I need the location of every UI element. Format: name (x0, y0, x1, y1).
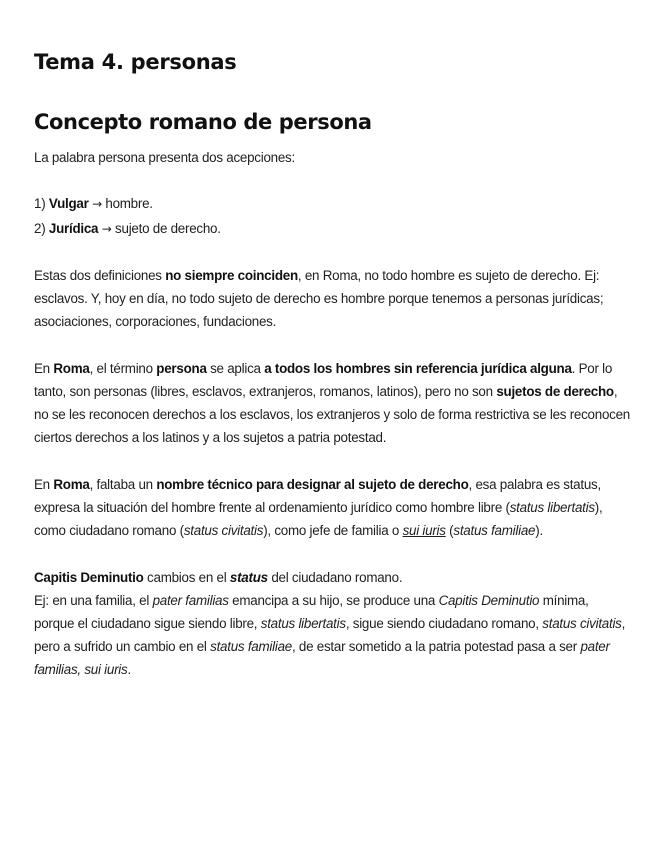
bold-text: sujetos de derecho (496, 383, 614, 399)
acepcion-number: 1) (34, 196, 46, 212)
document-body (34, 146, 630, 705)
text-run: , sigue siendo ciudadano romano, (345, 615, 543, 631)
text-run: , no se les reconocen derechos a los esclavos, los extranjeros y solo de forma restrictiva se les reconocen ciertos derechos a los latinos y a los sujetos a patria potestad. (34, 383, 630, 446)
paragraph-capitis-deminutio (34, 566, 630, 589)
text-run: se aplica (206, 360, 265, 376)
acepcion-item-1 (34, 192, 630, 216)
text-run: , en Roma, no todo hombre es sujeto de derecho. Ej: esclavos. Y, hoy en día, no todo sujeto de derecho es hombre porque tenemos a personas jurídicas; asociaciones, corporaciones, fundaciones. (34, 267, 604, 330)
text-run: ). (535, 523, 543, 539)
text-run: ), como jefe de familia o (263, 523, 403, 539)
paragraph-status (34, 473, 630, 543)
text-run: . Por lo tanto, son personas (libres, esclavos, extranjeros, romanos, latinos), pero no son (34, 360, 613, 399)
text-run: , esa palabra es status, expresa la situación del hombre frente al ordenamiento jurídico como hombre libre ( (34, 476, 601, 515)
paragraph-roma-persona (34, 357, 630, 450)
text-run: ( (445, 523, 454, 539)
arrow-right-icon: → (101, 221, 112, 236)
document-title: Tema 4. personas (34, 50, 237, 74)
acepcion-definition: hombre. (105, 196, 153, 212)
italic-text: status libertatis (509, 499, 595, 515)
italic-text: status civitatis (183, 523, 264, 539)
bold-text: persona (156, 360, 207, 376)
paragraph-ejemplo (34, 589, 630, 682)
italic-text: status familiae (453, 523, 536, 539)
text-run: cambios en el (143, 569, 230, 585)
acepcion-definition: sujeto de derecho. (115, 220, 221, 236)
text-run: En (34, 476, 54, 492)
italic-text: pater familias, sui iuris (34, 639, 610, 678)
acepcion-term: Vulgar (48, 196, 89, 212)
acepcion-item-2 (34, 217, 630, 241)
bold-text: nombre técnico para designar al sujeto de derecho (156, 476, 469, 492)
italic-text: status civitatis (542, 615, 622, 631)
bold-text: Capitis Deminutio (34, 569, 144, 585)
text-run: , el término (89, 360, 157, 376)
italic-text: status libertatis (260, 615, 346, 631)
intro-paragraph: La palabra persona presenta dos acepciones: (34, 150, 295, 165)
bold-italic-text: status (229, 569, 268, 585)
text-run: , faltaba un (89, 476, 157, 492)
acepcion-number: 2) (34, 220, 46, 236)
text-run: , pero a sufrido un cambio en el (34, 615, 626, 655)
acepcion-term: Jurídica (48, 220, 99, 236)
text-run: del ciudadano romano. (267, 569, 403, 585)
text-run: ), como ciudadano romano ( (34, 499, 603, 539)
bold-text: Roma (53, 360, 90, 376)
underlined-italic-text: sui iuris (402, 523, 446, 539)
text-run: , de estar sometido a la patria potestad pasa a ser (291, 639, 581, 655)
text-run: Ej: en una familia, el (34, 592, 153, 608)
bold-text: no siempre coinciden (165, 267, 298, 283)
arrow-right-icon: → (92, 197, 102, 212)
bold-text: Roma (53, 476, 90, 492)
italic-text: pater familias (152, 592, 229, 608)
text-run: emancipa a su hijo, se produce una (228, 592, 439, 608)
italic-text: status familiae (210, 639, 292, 655)
italic-text: Capitis Deminutio (438, 592, 540, 608)
section-heading: Concepto romano de persona (34, 110, 372, 134)
text-run: Estas dos definiciones (34, 267, 166, 283)
text-run: . (127, 662, 131, 678)
text-run: En (34, 360, 54, 376)
bold-text: a todos los hombres sin referencia jurídica alguna (264, 360, 572, 376)
paragraph-definiciones (34, 264, 630, 334)
text-run: mínima, porque el ciudadano sigue siendo libre, (34, 592, 589, 631)
